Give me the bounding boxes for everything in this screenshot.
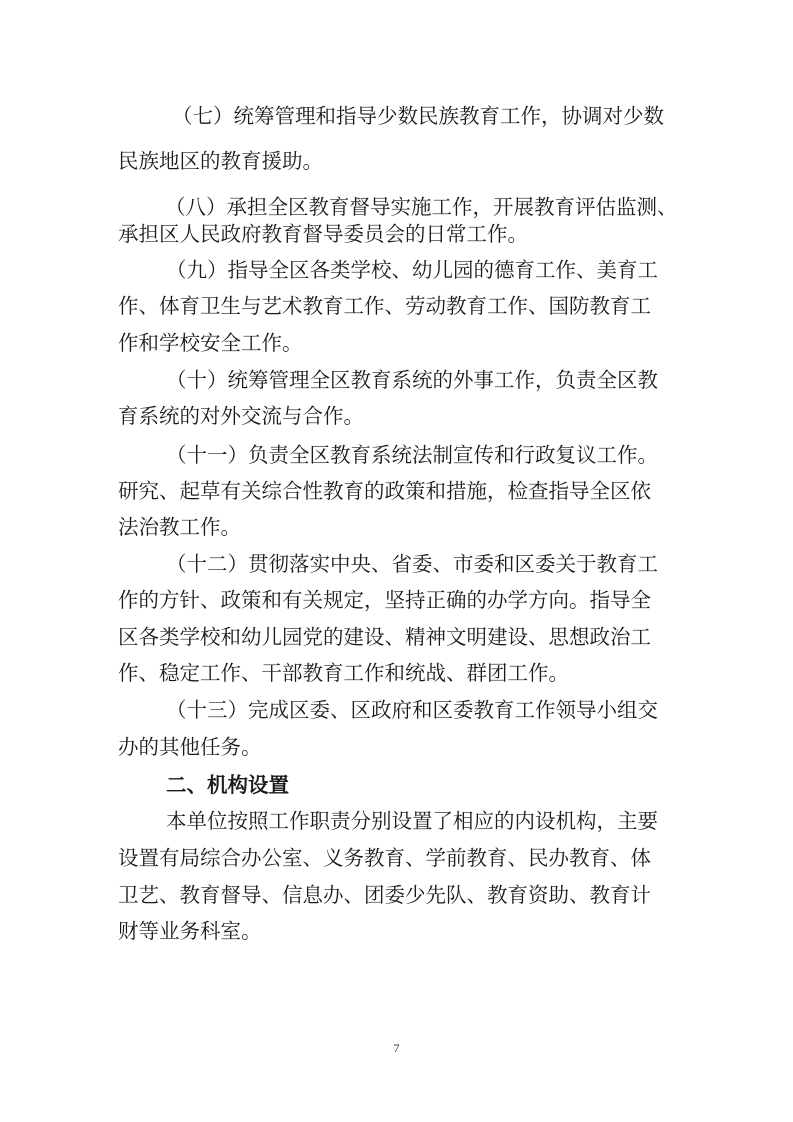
page-number: 7 — [393, 1041, 400, 1055]
document-page: （七）统筹管理和指导少数民族教育工作，协调对少数 民族地区的教育援助。 （八）承担全区教育督导实施工作，开展教育评估监测、 承担区人民政府教育督导委员会的日常工作。 （九）指导全区各类学校、幼儿园的德育工作、美育工 作、体育卫生与艺术教育工作、劳动教育工作、国防教育工 作和学校安全工作。 （十）统筹管理全区教育系统的外事工作，负责全区教 育系统的对外交流与合作。 （十一）负责全区教育系统法制宣传和行政复议工作。 研究、起草有关综合性教育的政策和措施，检查指导全区依 法治教工作。 （十二）贯彻落实中央、省委、市委和区委关于教育工 作的方针、政策和有关规定，坚持正确的办学方向。指导全 区各类学校和幼儿园党的建设、精神文明建设、思想政治工 作、稳定工作、干部教育工作和统战、群团工作。 （十三）完成区委、区政府和区委教育工作领导小组交 办的其他任务。 二、机构设置 本单位按照工作职责分别设置了相应的内设机构，主要 设置有局综合办公室、义务教育、学前教育、民办教育、体 卫艺、教育督导、信息办、团委少先队、教育资助、教育计 财等业务科室。 7 — [0, 0, 793, 1122]
